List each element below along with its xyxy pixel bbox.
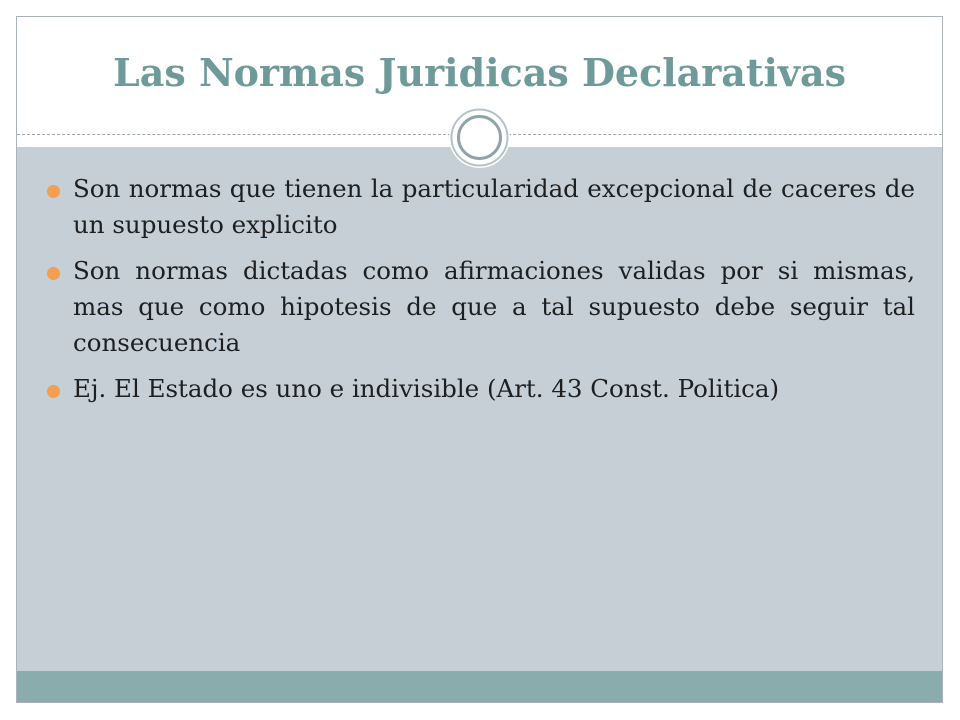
slide-title: Las Normas Juridicas Declarativas: [112, 50, 847, 95]
bullet-text: Son normas dictadas como afirmaciones validas por si mismas, mas que como hipotesis de que a tal supuesto debe seguir tal consecuencia: [73, 256, 915, 357]
slide: [16, 16, 943, 703]
footer-band: [17, 671, 942, 703]
bullet-text: Son normas que tienen la particularidad excepcional de caceres de un supuesto explicito: [73, 174, 915, 239]
bullet-list: [47, 171, 915, 417]
list-item: [47, 171, 915, 243]
list-item: [47, 371, 915, 407]
bullet-icon: [47, 185, 60, 198]
list-item: [47, 253, 915, 361]
bullet-icon: [47, 267, 60, 280]
bullet-text: Ej. El Estado es uno e indivisible (Art. 43 Const. Politica): [73, 374, 780, 403]
bullet-icon: [47, 385, 60, 398]
double-circle-icon: [449, 107, 510, 168]
